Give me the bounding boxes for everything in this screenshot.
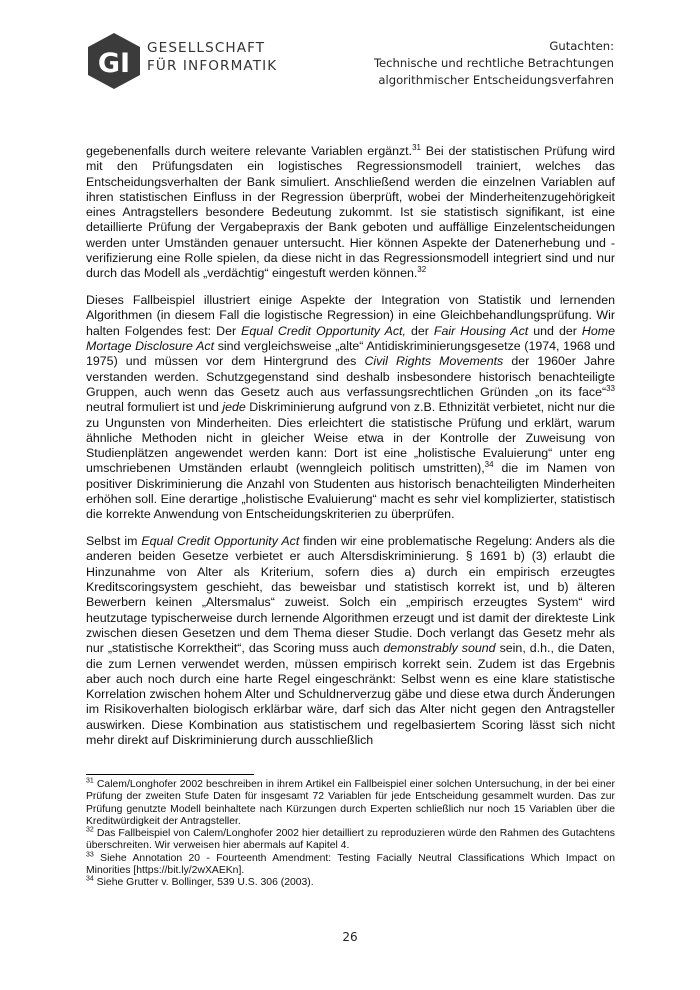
- footnote-ref-31[interactable]: 31: [412, 142, 421, 152]
- footnote-ref-32[interactable]: 32: [417, 265, 427, 275]
- header-line3: algorithmischer Entscheidungsverfahren: [378, 73, 614, 87]
- document-header: [374, 38, 614, 89]
- footnote-33: $^{33}$ Siehe Annotation 20 - Fourteenth Amendment: Testing Facially Neutral Classifications Which Impact on Minorities [https://bit.ly/2wXAEKn].: [86, 851, 615, 877]
- footnote-34: $^{34}$ Siehe Grutter v. Bollinger, 539 U.S. 306 (2003).: [86, 875, 314, 889]
- org-name-line1: GESELLSCHAFT: [147, 40, 266, 56]
- footnote-ref-33[interactable]: 33: [606, 383, 615, 393]
- footnote-ref-34[interactable]: 34: [484, 460, 494, 470]
- org-name-line2: FÜR INFORMATIK: [147, 58, 278, 74]
- org-name: [147, 39, 277, 75]
- page-number: 26: [342, 930, 358, 944]
- footnotes: [86, 779, 615, 890]
- paragraph-2: Dieses Fallbeispiel illustriert einige Aspekte der Integration von Statistik und lernenden Algorithmen (in diesem Fall die logistische Regression) in eine Gleichbehandlungsprüfung. Wir halten Folgendes fest: Der Equal Credit Opportunity Act, der Fair Housing Act und der Home Mortage Disclosure Act sind vergleichsweise „alte“ Antidiskriminierungsgesetze (1974, 1968 und 1975) und müssen vor dem Hintergrund des Civil Rights Movements der 1960er Jahre verstanden werden. Schutzgegenstand sind deshalb insbesondere historisch benachteiligte Gruppen, auch wenn das Gesetz auch aus verfassungsrechtlichen Gründen „on its face“$^{33}$ neutral formuliert ist und jede Diskriminierung aufgrund von z.B. Ethnizität verbietet, nicht nur die zu Ungunsten von Minderheiten. Dies erleichtert die statistische Prüfung und erklärt, warum ähnliche Methoden nicht in gleicher Weise etwa in der Kontrolle der Zuweisung von Studienplätzen angewendet werden kann: Dort ist eine „holistische Evaluierung“ unter eng umschriebenen Umständen erlaubt (wenngleich politisch umstritten),$^{34}$ die im Namen von positiver Diskriminierung die Anzahl von Studenten aus historisch benachteiligten Minderheiten erhöhen soll. Eine derartige „holistische Evaluierung“ macht es sehr viel komplizierter, statistisch die korrekte Anwendung von Entscheidungskriterien zu überprüfen.: [86, 293, 616, 522]
- footnote-32: $^{32}$ Das Fallbeispiel von Calem/Longhofer 2002 hier detailliert zu reproduzieren würde den Rahmen des Gutachtens überschreiten. Wir verweisen hier abermals auf Kapitel 4.: [86, 826, 615, 852]
- header-line1: Gutachten:: [549, 39, 614, 53]
- gi-logo-icon: [84, 32, 144, 90]
- paragraph-3: Selbst im Equal Credit Opportunity Act finden wir eine problematische Regelung: Anders als die anderen beiden Gesetze verbietet er auch Altersdiskriminierung. § 1691 b) (3) erlaubt die Hinzunahme von Alter als Kriterium, sofern dies a) durch ein empirisch erzeugtes Kreditscoringsystem geschieht, das beweisbar und statistisch korrekt ist, und b) älteren Bewerbern keinen „Altersmalus“ zuweist. Solch ein „empirisch erzeugtes System“ wird heutzutage typischerweise durch lernende Algorithmen erzeugt und ist damit der direkteste Link zwischen diesen Gesetzen und dem Thema dieser Studie. Doch verlangt das Gesetz mehr als nur „statistische Korrektheit“, das Scoring muss auch demonstrably sound sein, d.h., die Daten, die zum Lernen verwendet werden, müssen empirisch korrekt sein. Zudem ist das Ergebnis aber auch noch durch eine harte Regel eingeschränkt: Selbst wenn es eine klare statistische Korrelation zwischen hohem Alter und Schuldnerverzug gäbe und diese etwa durch Änderungen im Risikoverhalten biologisch erklärbar wäre, darf sich das Alter nicht gegen den Antragsteller auswirken. Diese Kombination aus statistischem und regelbasiertem Scoring lässt sich nicht mehr direkt auf Diskriminierung durch ausschließlich: [86, 534, 615, 747]
- header-line2: Technische und rechtliche Betrachtungen: [373, 56, 614, 70]
- body-text: [86, 144, 615, 760]
- footnote-31: $^{31}$ Calem/Longhofer 2002 beschreiben in ihrem Artikel ein Fallbeispiel einer solchen Untersuchung, in der bei einer Prüfung der zweiten Stufe Daten für insgesamt 72 Variablen für jede Entscheidung gesammelt wurden. Das zur Prüfung genutzte Modell beinhaltete nach Kürzungen durch Experten schließlich nur noch 15 Variablen über die Kreditwürdigkeit der Antragsteller.: [86, 777, 615, 827]
- paragraph-1: gegebenenfalls durch weitere relevante Variablen ergänzt.$^{31}$ Bei der statistischen Prüfung wird mit den Prüfungsdaten ein logistisches Regressionsmodell trainiert, welches das Entscheidungsverhalten der Bank simuliert. Anschließend werden die einzelnen Variablen auf ihren statistischen Einfluss in der Regression überprüft, wobei der Minderheitenzugehörigkeit eines Antragstellers besondere Bedeutung zukommt. Ist sie statistisch signifikant, ist eine detaillierte Prüfung der Vergabepraxis der Bank geboten und auffällige Einzelentscheidungen werden unter Umständen genauer untersucht. Hier können Aspekte der Datenerhebung und -verifizierung eine Rolle spielen, da diese nicht in das Regressionsmodell integriert sind und nur durch das Modell als „verdächtig“ eingestuft werden können.$^{32}$: [86, 142, 615, 281]
- footnote-separator: [86, 774, 254, 775]
- logo-text: GI: [97, 48, 131, 79]
- gi-logo: [84, 32, 278, 90]
